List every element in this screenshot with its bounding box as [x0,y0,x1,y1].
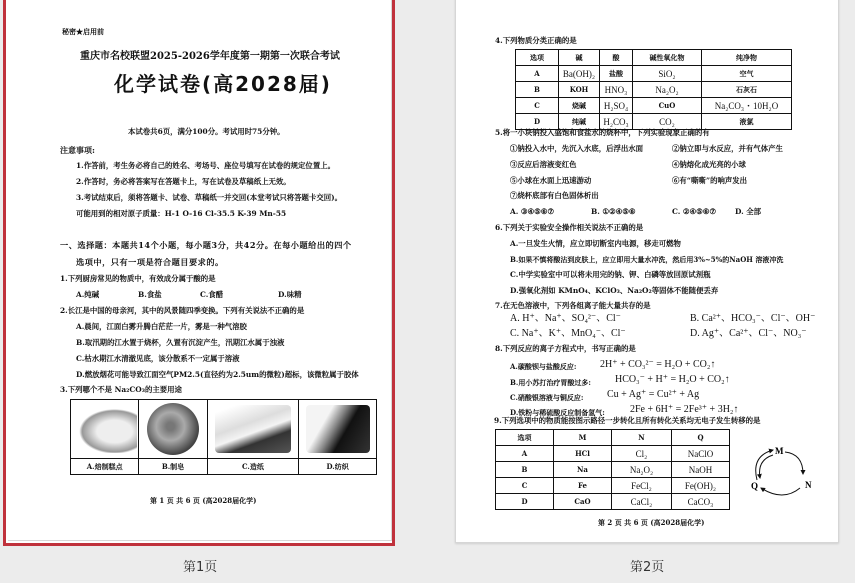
page2-footer: 第 2 页 共 6 页 (高2028届化学) [598,518,705,527]
table-header-row: 选项 M N Q [496,430,730,446]
q6-stem: 6.下列关于实验安全操作相关说法不正确的是 [495,223,644,232]
q5-option-b: B. ①②④⑤⑥ [591,207,636,216]
q1-option-b: B.食盐 [138,290,162,299]
q7-option-b: B. Ca²⁺、HCO₃⁻、Cl⁻、OH⁻ [690,313,816,324]
q5-item-6: ⑥有“嘶嘶”的响声发出 [672,176,748,185]
exam-summary: 本试卷共6页，满分100分。考试用时75分钟。 [128,127,285,136]
soap-image [139,400,207,459]
q5-option-d: D. 全部 [735,207,762,216]
q6-option-b: B.如果不慎将酸沾到皮肤上，应立即用大量水冲洗，然后用3%~5%的NaOH 溶液冲洗 [510,255,784,264]
node-q: Q [751,481,759,491]
q5-item-1: ①钠投入水中，先沉入水底，后浮出水面 [510,144,644,153]
table-header-row: 选项 碱 酸 碱性氧化物 纯净物 [516,50,792,66]
q8-stem: 8.下列反应的离子方程式中，书写正确的是 [495,344,636,353]
table-row: B KOH HNO₃ Na₂O₂ 石灰石 [516,82,792,98]
q5-item-2: ②钠立即与水反应，并有气体产生 [672,144,783,153]
page-2-caption[interactable]: 第2页 [630,560,665,575]
q7-stem: 7.在无色溶液中，下列各组离子能大量共存的是 [495,301,651,310]
section1-heading: 一、选择题：本题共14个小题，每小题3分，共42分。在每小题给出的四个 [60,240,352,250]
q3-option-c: C.造纸 [207,459,298,475]
table-row: A Ba(OH)₂ 盐酸 SiO₂ 空气 [516,66,792,82]
q1-stem: 1.下列厨房常见的物质中，有效成分属于酸的是 [60,274,216,283]
notice-1: 1.作答前，考生务必将自己的姓名、考场号、座位号填写在试卷的规定位置上。 [76,161,336,170]
q8-option-a-eq: 2H⁺ + CO₃²⁻ = H₂O + CO₂↑ [600,359,716,370]
q1-option-a: A.纯碱 [76,290,100,299]
table-row: C Fe FeCl₂ Fe(OH)₂ [496,478,730,494]
q2-stem: 2.长江是中国的母亲河，其中的风景随四季变换。下列有关说法不正确的是 [60,306,305,315]
q6-option-d: D.强氧化剂如 KMnO₄、KClO₃、Na₂O₂等固体不能随便丢弃 [510,286,719,295]
table-row: C 烧碱 H₂SO₄ CuO Na₂CO₃・10H₂O [516,98,792,114]
q5-item-4: ④钠熔化成光亮的小球 [672,160,746,169]
q3-option-b: B.制皂 [139,459,207,475]
section1-heading-cont: 选项中，只有一项是符合题目要求的。 [76,257,224,267]
conversion-cycle-diagram [745,440,815,500]
q8-option-c-label: C.硝酸银溶液与铜反应: [510,393,584,402]
q4-stem: 4.下列物质分类正确的是 [495,36,577,45]
node-m: M [775,446,784,456]
page1-footer: 第 1 页 共 6 页 (高2028届化学) [150,496,257,505]
exam-name: 重庆市名校联盟2025-2026学年度第一期第一次联合考试 [80,51,340,62]
q5-item-5: ⑤小球在水面上迅速游动 [510,176,592,185]
q3-option-a: A.焙制糕点 [71,459,139,475]
atomic-masses: 可能用到的相对原子质量：H-1 O-16 Cl-35.5 K-39 Mn-55 [76,209,287,218]
notice-3: 3.考试结束后，须将答题卡、试卷、草稿纸一并交回(本堂考试只将答题卡交回)。 [76,193,342,202]
q7-option-c: C. Na⁺、K⁺、MnO₄⁻、Cl⁻ [510,328,626,339]
q8-option-b-eq: HCO₃⁻ + H⁺ = H₂O + CO₂↑ [615,374,730,385]
confidential-label: 秘密★启用前 [62,27,104,36]
notice-2: 2.作答时，务必将答案写在答题卡上，写在试卷及草稿纸上无效。 [76,177,291,186]
q7-option-d: D. Ag⁺、Ca²⁺、Cl⁻、NO₃⁻ [690,328,807,339]
paper-image [207,400,298,459]
node-n: N [805,480,812,490]
q5-item-7: ⑦烧杯底部有白色固体析出 [510,191,599,200]
q5-item-3: ③反应后溶液变红色 [510,160,577,169]
q2-option-b: B.取汛期的江水置于烧杯，久置有沉淀产生，汛期江水属于浊液 [76,338,285,347]
q8-option-d-eq: 2Fe + 6H⁺ = 2Fe³⁺ + 3H₂↑ [630,404,739,415]
table-row: D CaO CaCl₂ CaCO₃ [496,494,730,510]
q6-option-a: A.一旦发生火情，应立即切断室内电源，移走可燃物 [510,239,681,248]
q9-table [495,429,730,510]
q3-image-table [70,399,377,475]
page-1-caption[interactable]: 第1页 [183,560,218,575]
q1-option-d: D.味精 [278,290,302,299]
q9-stem: 9.下列选项中的物质能按图示路径一步转化且所有转化关系均无电子发生转移的是 [494,416,761,425]
q8-option-c-eq: Cu + Ag⁺ = Cu²⁺ + Ag [607,389,700,400]
q5-stem: 5.将一小块钠投入盛饱和食盐水的烧杯中，下列实验现象正确的有 [495,128,710,137]
q3-stem: 3.下列哪个不是 Na₂CO₃的主要用途 [60,385,182,394]
table-row: D 纯碱 H₂CO₃ CO₂ 液氯 [516,114,792,130]
q2-option-d: D.燃放烟花可能导致江面空气PM2.5(直径约为2.5um的微粒)超标，该微粒属于胶体 [76,370,359,379]
q5-option-a: A. ③④⑤⑥⑦ [510,207,555,216]
q7-option-a: A. H⁺、Na⁺、SO₄²⁻、Cl⁻ [510,313,621,324]
q5-option-c: C. ②④⑤⑥⑦ [672,207,717,216]
notice-heading: 注意事项: [60,145,95,155]
q8-option-a-label: A.碳酸钡与盐酸反应: [510,362,577,371]
textile-image [299,400,377,459]
table-row: B Na Na₂O₂ NaOH [496,462,730,478]
q2-option-a: A.晨间，江面白雾升腾白茫茫一片，雾是一种气溶胶 [76,322,247,331]
cake-image [71,400,139,459]
exam-title: 化学试卷(高2028届) [114,72,332,96]
q2-option-c: C.枯水期江水清澈见底，该分散系不一定属于溶液 [76,354,240,363]
q4-table [515,49,792,130]
q8-option-d-label: D.铁粉与稀硫酸反应制备氢气: [510,408,605,417]
q6-option-c: C.中学实验室中可以将未用完的钠、钾、白磷等放回原试剂瓶 [510,270,711,279]
q3-option-d: D.纺织 [299,459,377,475]
q1-option-c: C.食醋 [200,290,224,299]
table-row: A HCl Cl₂ NaClO [496,446,730,462]
q8-option-b-label: B.用小苏打治疗胃酸过多: [510,378,591,387]
